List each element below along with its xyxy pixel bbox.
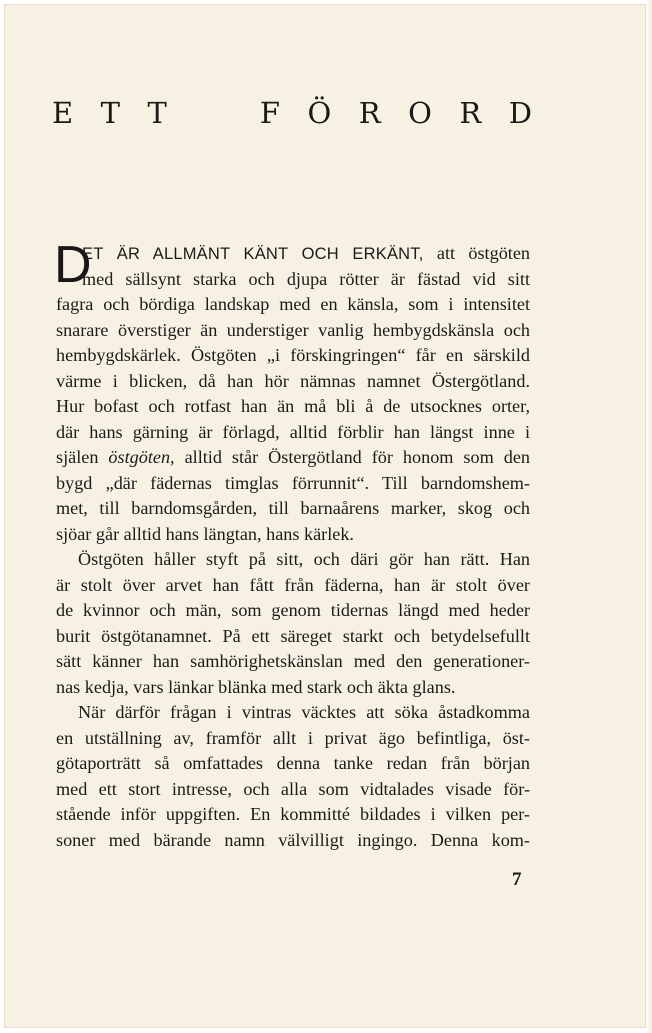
title-letter: F — [259, 96, 280, 130]
title-letter: R — [459, 96, 482, 130]
italic-word: östgöten, — [108, 447, 175, 467]
text-line: När därför frågan i vintras väcktes att söka åstadkomma — [78, 702, 530, 722]
text-line: med sällsynt starka och djupa rötter är fästad vid sitt — [82, 268, 530, 289]
first-line-text — [82, 241, 530, 268]
title-letter: O — [408, 96, 432, 130]
text-line: sjöar går alltid hans längtan, hans kärlek. — [56, 523, 354, 544]
text-line: där hans gärning är förlagd, alltid förblir han längst inne i — [56, 421, 530, 442]
text-line: är stolt över arvet han fått från fäderna, han är stolt över — [56, 574, 530, 595]
text-line: de kvinnor och män, som genom tidernas längd med heder — [56, 600, 530, 620]
title-letter: E — [52, 96, 74, 130]
text-line: snarare överstiger än understiger vanlig hembygdskänsla och — [56, 319, 530, 340]
text-line — [56, 445, 530, 471]
text-line: stående inför uppgiften. En kommitté bildades i vilken per- — [56, 804, 530, 824]
title-letter: R — [358, 96, 381, 130]
title-letter: Ö — [307, 96, 332, 130]
text-line: Hur bofast och rotfast han än må bli å de utsocknes orter, — [56, 396, 530, 416]
text-line: hembygdskärlek. Östgöten „i förskingringen“ får en särskild — [56, 345, 530, 365]
drop-cap: D — [54, 236, 92, 294]
small-caps-opening: ET ÄR ALLMÄNT KÄNT OCH ERKÄNT, — [82, 245, 424, 263]
text-line: fagra och bördiga landskap med en känsla, som i intensitet — [56, 294, 530, 314]
title-letter: T — [100, 96, 121, 130]
page-number: 7 — [512, 869, 522, 890]
text-line: bygd „där fädernas timglas förrunnit“. Till barndomshem- — [56, 472, 530, 493]
text-line: värme i blicken, då han hör nämnas namnet Östergötland. — [56, 370, 530, 391]
text-line: sätt känner han samhörighetskänslan med den generationer- — [56, 651, 530, 671]
text-line: met, till barndomsgården, till barnaårens marker, skog och — [56, 498, 530, 518]
text-line: soner med bärande namn välvilligt ingingo. Denna kom- — [56, 829, 530, 850]
title-letter: D — [508, 96, 532, 130]
first-line-rest: att östgöten — [423, 243, 531, 263]
text-segment: själen — [56, 447, 109, 467]
title-letter: T — [147, 96, 167, 130]
body-text — [54, 236, 531, 853]
page-title — [52, 96, 532, 130]
title-word-gap — [194, 96, 232, 130]
text-segment: alltid står Östergötland för honom som den — [174, 447, 530, 467]
text-line: med ett stort intresse, och alla som vidtalades visade för- — [56, 778, 530, 799]
text-line: Östgöten håller styft på sitt, och däri gör han rätt. Han — [78, 549, 530, 569]
page-edge — [646, 0, 652, 1033]
text-line: en utställning av, framför allt i privat ägo befintliga, öst- — [56, 727, 530, 748]
text-line: nas kedja, vars länkar blänka med stark och äkta glans. — [56, 676, 456, 697]
text-line: götaporträtt så omfattades denna tanke redan från början — [56, 753, 530, 773]
text-line: burit östgötanamnet. På ett säreget starkt och betydelsefullt — [56, 625, 530, 646]
